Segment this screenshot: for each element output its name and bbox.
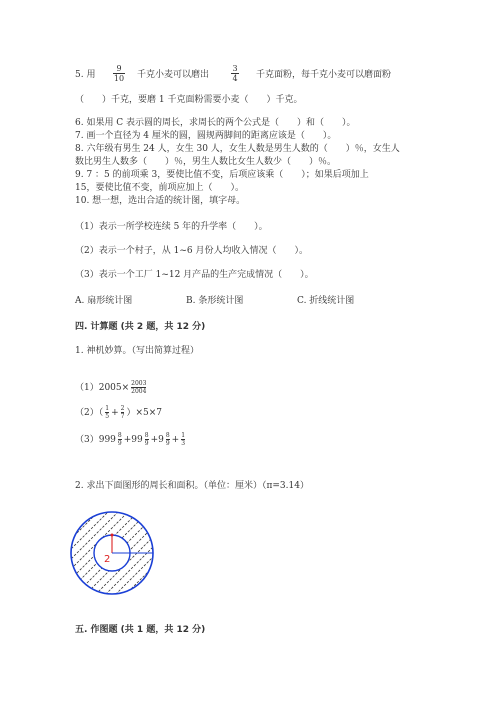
q10: 10. 想一想，选出合适的统计图，填字母。 — [75, 196, 246, 206]
q8-line2: 数比男生人数多（ ）％，男生人数比女生人数少（ ）％。 — [75, 157, 337, 167]
q10-item-1: （1）表示一所学校连续 5 年的升学率（ ）。 — [75, 222, 268, 232]
calc-1-title: 1. 神机妙算。（写出简算过程） — [75, 346, 199, 356]
q9-line2: 15，要使比值不变，前项应加上（ ）。 — [75, 183, 244, 193]
q5-line2: （ ）千克，要磨 1 千克面粉需要小麦（ ）千克。 — [75, 95, 303, 105]
annulus-figure — [70, 510, 160, 596]
expr-1-fraction: $\frac{2003}{2004}$ — [131, 380, 147, 395]
q5-end: 千克面粉，每千克小麦可以磨面粉 — [256, 70, 392, 80]
expr-2: （2）（ $\frac{1}{5}$ + $\frac{2}{7}$ ）×5×7 — [75, 405, 162, 420]
expr-3: （3）999 $\frac{8}{9}$ +99 $\frac{8}{9}$ +9 $\frac{8}{9}$ + $\frac{1}{3}$ — [75, 432, 186, 447]
expr-3-fraction-4: $\frac{1}{3}$ — [181, 432, 186, 447]
calc-2-title: 2. 求出下面图形的周长和面积。（单位：厘米）（π=3.14） — [75, 481, 309, 491]
q5-middle: 千克小麦可以磨出 — [137, 70, 210, 80]
section-4-heading: 四. 计算题 (共 2 题，共 12 分) — [75, 322, 206, 332]
expr-3-fraction-1: $\frac{8}{9}$ — [117, 432, 122, 447]
expr-2-fraction-2: $\frac{2}{7}$ — [120, 405, 125, 420]
q7: 7. 画一个直径为 4 厘米的圆，圆规两脚间的距离应该是（ ）。 — [75, 131, 337, 141]
q8-line1: 8. 六年级有男生 24 人，女生 30 人，女生人数是男生人数的（ ）％，女生人 — [75, 144, 400, 154]
option-b: B. 条形统计图 — [186, 296, 244, 306]
q9-line1: 9. 7 ：5 的前项乘 3，要使比值不变，后项应该乘（ ）；如果后项加上 — [75, 170, 369, 180]
q10-item-2: （2）表示一个村子，从 1~6 月份人均收入情况（ ）。 — [75, 246, 308, 256]
option-c: C. 折线统计图 — [297, 296, 355, 306]
radius-endpoint — [111, 534, 114, 537]
expr-2-fraction-1: $\frac{1}{5}$ — [105, 405, 110, 420]
figure-label: 2 — [104, 554, 111, 565]
q5-fraction-1: $\frac{9}{10}$ — [113, 64, 125, 83]
q5-start: 5. 用 — [75, 70, 96, 80]
q10-item-3: （3）表示一个工厂 1~12 月产品的生产完成情况（ ）。 — [75, 270, 314, 280]
expr-1: （1）2005× $\frac{2003}{2004}$ — [75, 380, 147, 395]
section-5-heading: 五. 作图题 (共 1 题，共 12 分) — [75, 625, 206, 635]
option-a: A. 扇形统计图 — [75, 296, 133, 306]
q6: 6. 如果用 C 表示圆的周长，求周长的两个公式是（ ）和（ ）。 — [75, 118, 356, 128]
expr-3-fraction-2: $\frac{8}{9}$ — [144, 432, 149, 447]
expr-3-fraction-3: $\frac{8}{9}$ — [165, 432, 170, 447]
q5-fraction-2: $\frac{3}{4}$ — [232, 64, 238, 83]
